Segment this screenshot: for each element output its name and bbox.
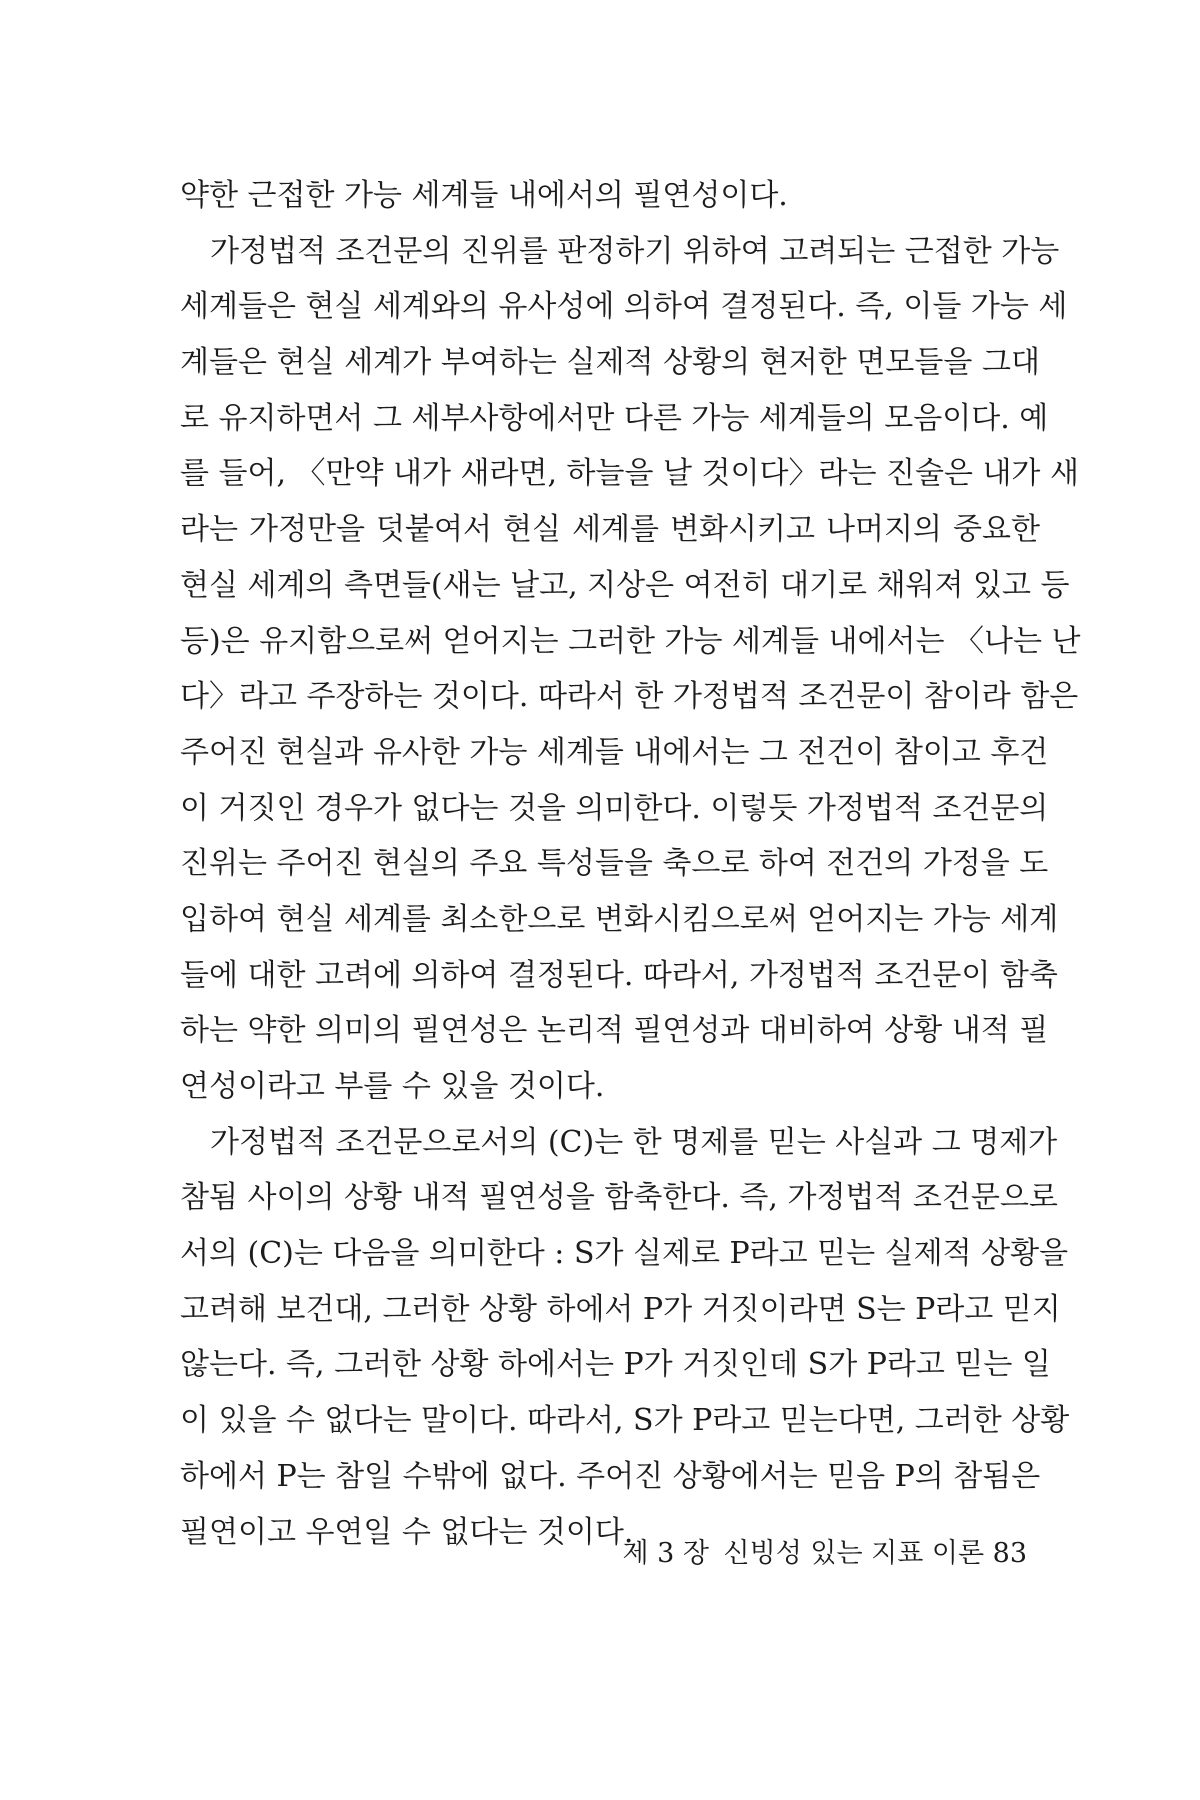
text-line: 이 거짓인 경우가 없다는 것을 의미한다. 이렇듯 가정법적 조건문의 (180, 790, 1049, 826)
text-line: 가정법적 조건문의 진위를 판정하기 위하여 고려되는 근접한 가능 (210, 233, 1060, 269)
text-line: 서의 (C)는 다음을 의미한다 : S가 실제로 P라고 믿는 실제적 상황을 (180, 1236, 1069, 1272)
text-line: 등)은 유지함으로써 얻어지는 그러한 가능 세계들 내에서는 〈나는 난 (180, 623, 1081, 659)
text-line: 입하여 현실 세계를 최소한으로 변화시킴으로써 얻어지는 가능 세계 (180, 901, 1059, 937)
text-line: 않는다. 즉, 그러한 상황 하에서는 P가 거짓인데 S가 P라고 믿는 일 (180, 1347, 1051, 1383)
text-line: 들에 대한 고려에 의하여 결정된다. 따라서, 가정법적 조건문이 함축 (180, 957, 1058, 993)
text-line: 라는 가정만을 덧붙여서 현실 세계를 변화시키고 나머지의 중요한 (180, 512, 1040, 548)
text-line: 약한 근접한 가능 세계들 내에서의 필연성이다. (180, 178, 788, 213)
text-line: 하는 약한 의미의 필연성은 논리적 필연성과 대비하여 상황 내적 필 (180, 1013, 1049, 1049)
body-text (180, 168, 1081, 1560)
text-line: 연성이라고 부를 수 있을 것이다. (180, 1069, 605, 1104)
text-line: 주어진 현실과 유사한 가능 세계들 내에서는 그 전건이 참이고 후건 (180, 734, 1049, 770)
text-line: 로 유지하면서 그 세부사항에서만 다른 가능 세계들의 모음이다. 예 (180, 400, 1049, 436)
text-line: 고려해 보건대, 그러한 상황 하에서 P가 거짓이라면 S는 P라고 믿지 (180, 1291, 1061, 1327)
footer-title: 신빙성 있는 지표 이론 (723, 1538, 985, 1569)
text-line: 다〉라고 주장하는 것이다. 따라서 한 가정법적 조건문이 참이라 함은 (180, 679, 1079, 715)
text-line: 를 들어, 〈만약 내가 새라면, 하늘을 날 것이다〉라는 진술은 내가 새 (180, 456, 1079, 492)
text-line: 필연이고 우연일 수 없다는 것이다. (180, 1514, 634, 1550)
text-line: 참됨 사이의 상황 내적 필연성을 함축한다. 즉, 가정법적 조건문으로 (180, 1180, 1058, 1216)
text-line: 가정법적 조건문으로서의 (C)는 한 명제를 믿는 사실과 그 명제가 (210, 1124, 1058, 1160)
text-line: 계들은 현실 세계가 부여하는 실제적 상황의 현저한 면모들을 그대 (180, 345, 1040, 381)
text-line: 세계들은 현실 세계와의 유사성에 의하여 결정된다. 즉, 이들 가능 세 (180, 289, 1068, 325)
running-footer (607, 1532, 1027, 1576)
text-line: 현실 세계의 측면들(새는 날고, 지상은 여전히 대기로 채워져 있고 등 (180, 567, 1070, 603)
text-line: 진위는 주어진 현실의 주요 특성들을 축으로 하여 전건의 가정을 도 (180, 846, 1049, 882)
page-number: 83 (992, 1538, 1027, 1569)
footer-chapter: 제 3 장 (622, 1538, 709, 1569)
text-line: 이 있을 수 없다는 말이다. 따라서, S가 P라고 믿는다면, 그러한 상황 (180, 1403, 1070, 1439)
text-line: 하에서 P는 참일 수밖에 없다. 주어진 상황에서는 믿음 P의 참됨은 (180, 1458, 1041, 1494)
